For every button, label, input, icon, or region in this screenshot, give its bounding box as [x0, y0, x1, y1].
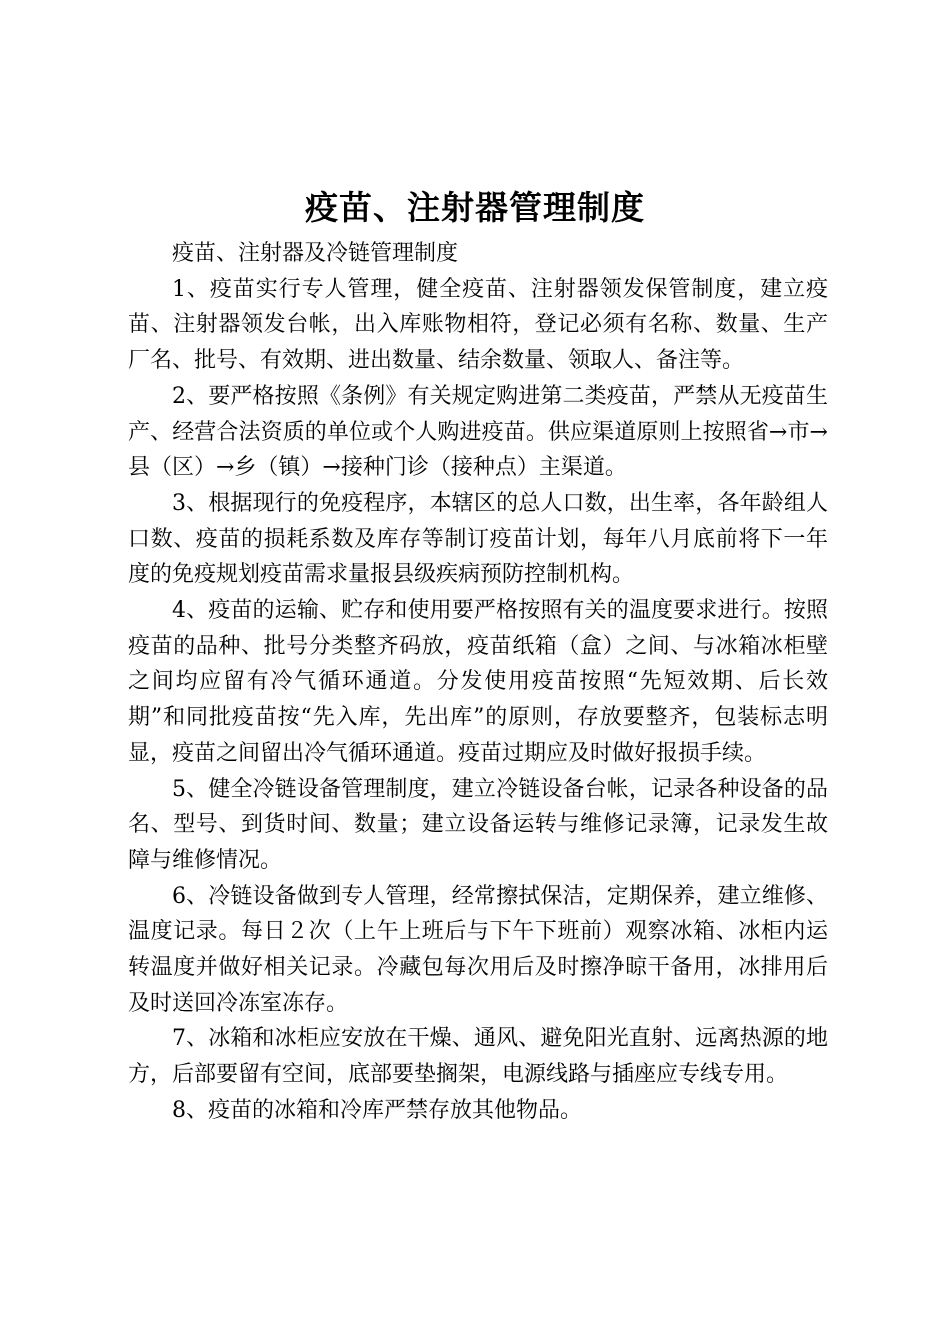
paragraph-7: 7、冰箱和冰柜应安放在干燥、通风、避免阳光直射、远离热源的地方，后部要留有空间，底部要垫搁架，电源线路与插座应专线专用。	[128, 1026, 828, 1088]
paragraph-1: 1、疫苗实行专人管理，健全疫苗、注射器领发保管制度，建立疫苗、注射器领发台帐，出入库账物相符，登记必须有名称、数量、生产厂名、批号、有效期、进出数量、结余数量、领取人、备注等。	[128, 276, 828, 374]
paragraph-8: 8、疫苗的冰箱和冷库严禁存放其他物品。	[172, 1097, 582, 1123]
paragraph-subtitle: 疫苗、注射器及冷链管理制度	[172, 241, 459, 266]
paragraph-3: 3、根据现行的免疫程序，本辖区的总人口数，出生率，各年龄组人口数、疫苗的损耗系数及库存等制订疫苗计划，每年八月底前将下一年度的免疫规划疫苗需求量报县级疾病预防控制机构。	[128, 490, 828, 588]
paragraph-4: 4、疫苗的运输、贮存和使用要严格按照有关的温度要求进行。按照疫苗的品种、批号分类整齐码放，疫苗纸箱（盒）之间、与冰箱冰柜壁之间均应留有冷气循环通道。分发使用疫苗按照“先短效期、后长效期”和同批疫苗按“先入库，先出库”的原则，存放要整齐，包装标志明显，疫苗之间留出冷气循环通道。疫苗过期应及时做好报损手续。	[128, 598, 828, 766]
document-body	[128, 236, 828, 1129]
paragraph-5: 5、健全冷链设备管理制度，建立冷链设备台帐，记录各种设备的品名、型号、到货时间、数量；建立设备运转与维修记录簿，记录发生故障与维修情况。	[128, 776, 828, 873]
document-title: 疫苗、注射器管理制度	[305, 188, 645, 227]
paragraph-6: 6、冷链设备做到专人管理，经常擦拭保洁，定期保养，建立维修、温度记录。每日２次（上午上班后与下午下班前）观察冰箱、冰柜内运转温度并做好相关记录。冷藏包每次用后及时擦净晾干备用，冰排用后及时送回冷冻室冻存。	[128, 883, 828, 1016]
paragraph-2: 2、要严格按照《条例》有关规定购进第二类疫苗，严禁从无疫苗生产、经营合法资质的单位或个人购进疫苗。供应渠道原则上按照省→市→县（区）→乡（镇）→接种门诊（接种点）主渠道。	[128, 383, 828, 481]
